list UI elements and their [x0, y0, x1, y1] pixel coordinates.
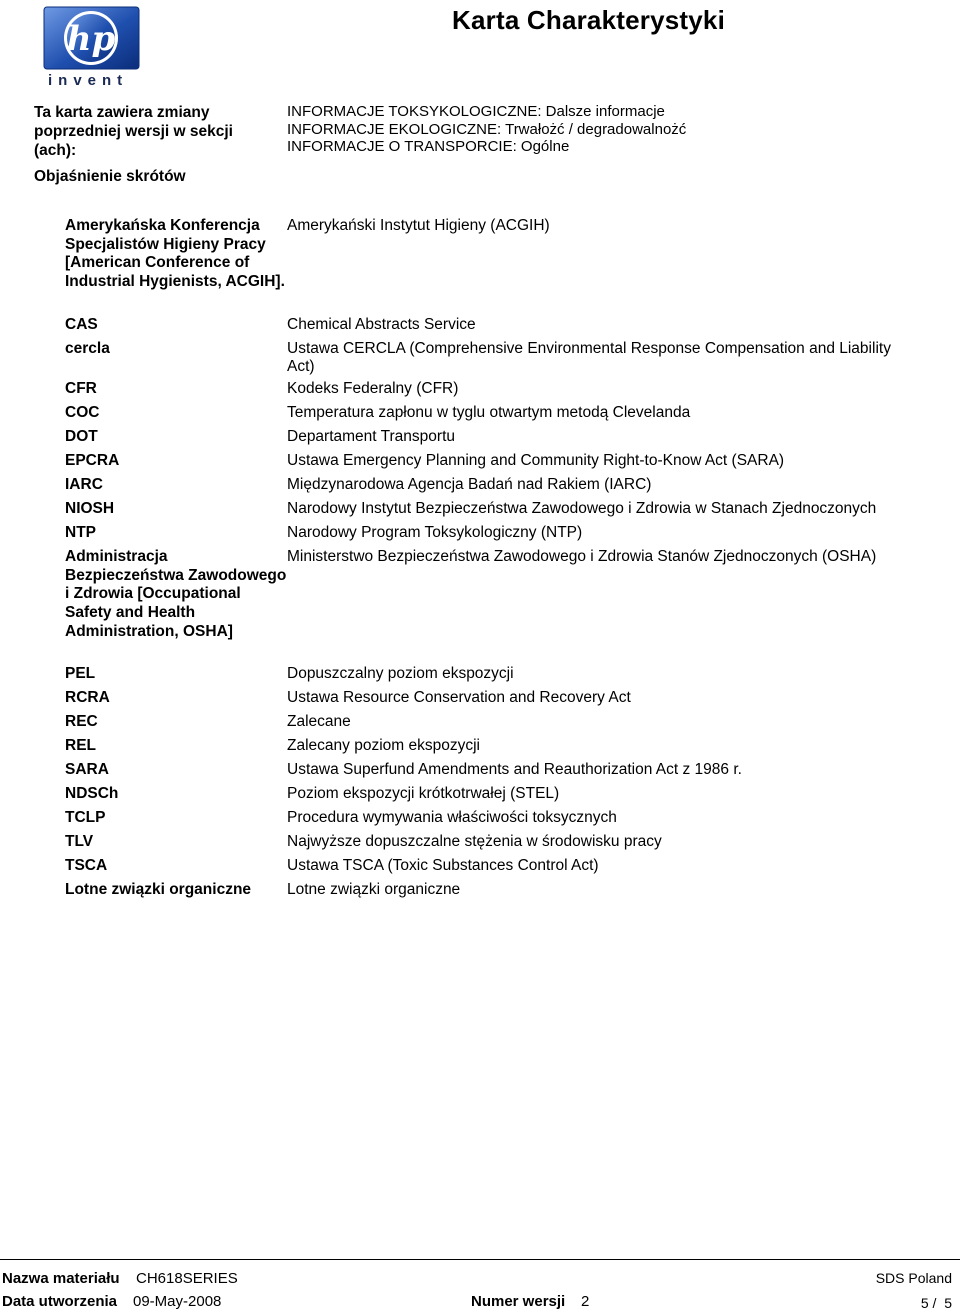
changes-item: INFORMACJE TOKSYKOLOGICZNE: Dalsze informacje: [287, 103, 665, 120]
abbr-term: NTP: [65, 524, 96, 541]
table-row: [65, 380, 925, 404]
abbr-term: cercla: [65, 340, 110, 357]
abbr-term: SARA: [65, 761, 109, 778]
table-row: [65, 689, 925, 713]
abbr-meaning: Ustawa Emergency Planning and Community Right-to-Know Act (SARA): [287, 452, 785, 469]
logo-tagline: invent: [48, 72, 129, 89]
abbreviations-table: [65, 217, 925, 905]
changes-item: INFORMACJE EKOLOGICZNE: Trwałożć / degradowalnożć: [287, 120, 687, 138]
abbr-term: CFR: [65, 380, 97, 397]
abbr-meaning: Procedura wymywania właściwości toksycznych: [287, 809, 617, 826]
abbr-term: REC: [65, 713, 98, 730]
abbr-meaning: Zalecane: [287, 713, 351, 730]
changes-item: INFORMACJE O TRANSPORCIE: Ogólne: [287, 138, 570, 155]
table-row: [65, 524, 925, 548]
abbr-term: TSCA: [65, 857, 108, 874]
footer-material-label: Nazwa materiału: [2, 1270, 120, 1287]
footer-version-label: Numer wersji: [471, 1293, 566, 1310]
abbr-meaning: Najwyższe dopuszczalne stężenia w środowisku pracy: [287, 833, 662, 850]
table-row: [65, 761, 925, 785]
document-title: Karta Charakterystyki: [452, 5, 726, 35]
footer-created-value: 09-May-2008: [133, 1293, 222, 1310]
table-row: [65, 316, 925, 340]
table-row: [65, 340, 925, 380]
footer-region: SDS Poland: [875, 1270, 952, 1286]
abbr-meaning: Ustawa Superfund Amendments and Reauthorization Act z 1986 r.: [287, 761, 742, 778]
table-row: [65, 404, 925, 428]
table-row: [65, 857, 925, 881]
table-row: [65, 217, 925, 316]
abbr-term: TCLP: [65, 809, 106, 826]
abbr-meaning: Zalecany poziom ekspozycji: [287, 737, 480, 754]
footer-material-value: CH618SERIES: [136, 1270, 238, 1287]
abbr-term: IARC: [65, 476, 103, 493]
table-row: [65, 428, 925, 452]
abbr-meaning: Dopuszczalny poziom ekspozycji: [287, 665, 514, 682]
abbr-meaning: Narodowy Program Toksykologiczny (NTP): [287, 524, 583, 541]
abbr-term: NIOSH: [65, 500, 115, 517]
abbr-meaning: Ministerstwo Bezpieczeństwa Zawodowego i Zdrowia Stanów Zjednoczonych (OSHA): [287, 548, 877, 565]
abbr-term: NDSCh: [65, 785, 119, 802]
abbr-meaning: Kodeks Federalny (CFR): [287, 380, 459, 397]
changes-label: Ta karta zawiera zmiany poprzedniej wersji w sekcji (ach):: [34, 104, 233, 159]
abbr-meaning: Międzynarodowa Agencja Badań nad Rakiem (IARC): [287, 476, 652, 493]
abbr-term: TLV: [65, 833, 94, 850]
abbr-meaning: Ustawa CERCLA (Comprehensive Environmental Response Compensation and Liability Act): [287, 340, 891, 375]
hp-logo: [42, 6, 142, 90]
abbr-term: CAS: [65, 316, 98, 333]
abbr-meaning: Amerykański Instytut Higieny (ACGIH): [287, 217, 550, 234]
svg-text:hp: hp: [66, 19, 116, 59]
table-row: [65, 833, 925, 857]
abbr-meaning: Lotne związki organiczne: [287, 881, 461, 898]
abbr-term: COC: [65, 404, 100, 421]
abbr-term: RCRA: [65, 689, 110, 706]
abbr-term: EPCRA: [65, 452, 120, 469]
footer-version-value: 2: [581, 1293, 590, 1310]
abbr-meaning: Narodowy Instytut Bezpieczeństwa Zawodowego i Zdrowia w Stanach Zjednoczonych: [287, 500, 877, 517]
table-row: [65, 809, 925, 833]
abbr-meaning: Poziom ekspozycji krótkotrwałej (STEL): [287, 785, 560, 802]
table-row: [65, 737, 925, 761]
changes-list: [287, 103, 686, 156]
table-row: [65, 785, 925, 809]
abbr-meaning: Departament Transportu: [287, 428, 456, 445]
table-row: [65, 881, 925, 905]
table-row: [65, 665, 925, 689]
table-row: [65, 500, 925, 524]
abbr-term: Lotne związki organiczne: [65, 881, 252, 898]
table-row: [65, 476, 925, 500]
footer-created-label: Data utworzenia: [2, 1293, 118, 1310]
abbr-term: Amerykańska Konferencja Specjalistów Higieny Pracy [American Conference of Industrial Hygienists, ACGIH].: [65, 217, 285, 291]
abbr-term: Administracja Bezpieczeństwa Zawodowego i Zdrowia [Occupational Safety and Health Administration, OSHA]: [65, 548, 287, 640]
abbr-term: DOT: [65, 428, 98, 445]
abbr-term: REL: [65, 737, 96, 754]
abbr-term: PEL: [65, 665, 96, 682]
abbr-meaning: Ustawa Resource Conservation and Recovery Act: [287, 689, 631, 706]
abbr-meaning: Ustawa TSCA (Toxic Substances Control Act): [287, 857, 599, 874]
table-row: [65, 548, 925, 665]
abbreviations-heading: Objaśnienie skrótów: [34, 168, 186, 185]
table-row: [65, 452, 925, 476]
table-row: [65, 713, 925, 737]
abbr-meaning: Temperatura zapłonu w tyglu otwartym metodą Clevelanda: [287, 404, 691, 421]
abbr-meaning: Chemical Abstracts Service: [287, 316, 476, 333]
footer-page-number: 5 / 5: [920, 1295, 952, 1311]
footer-divider: [0, 1259, 960, 1260]
